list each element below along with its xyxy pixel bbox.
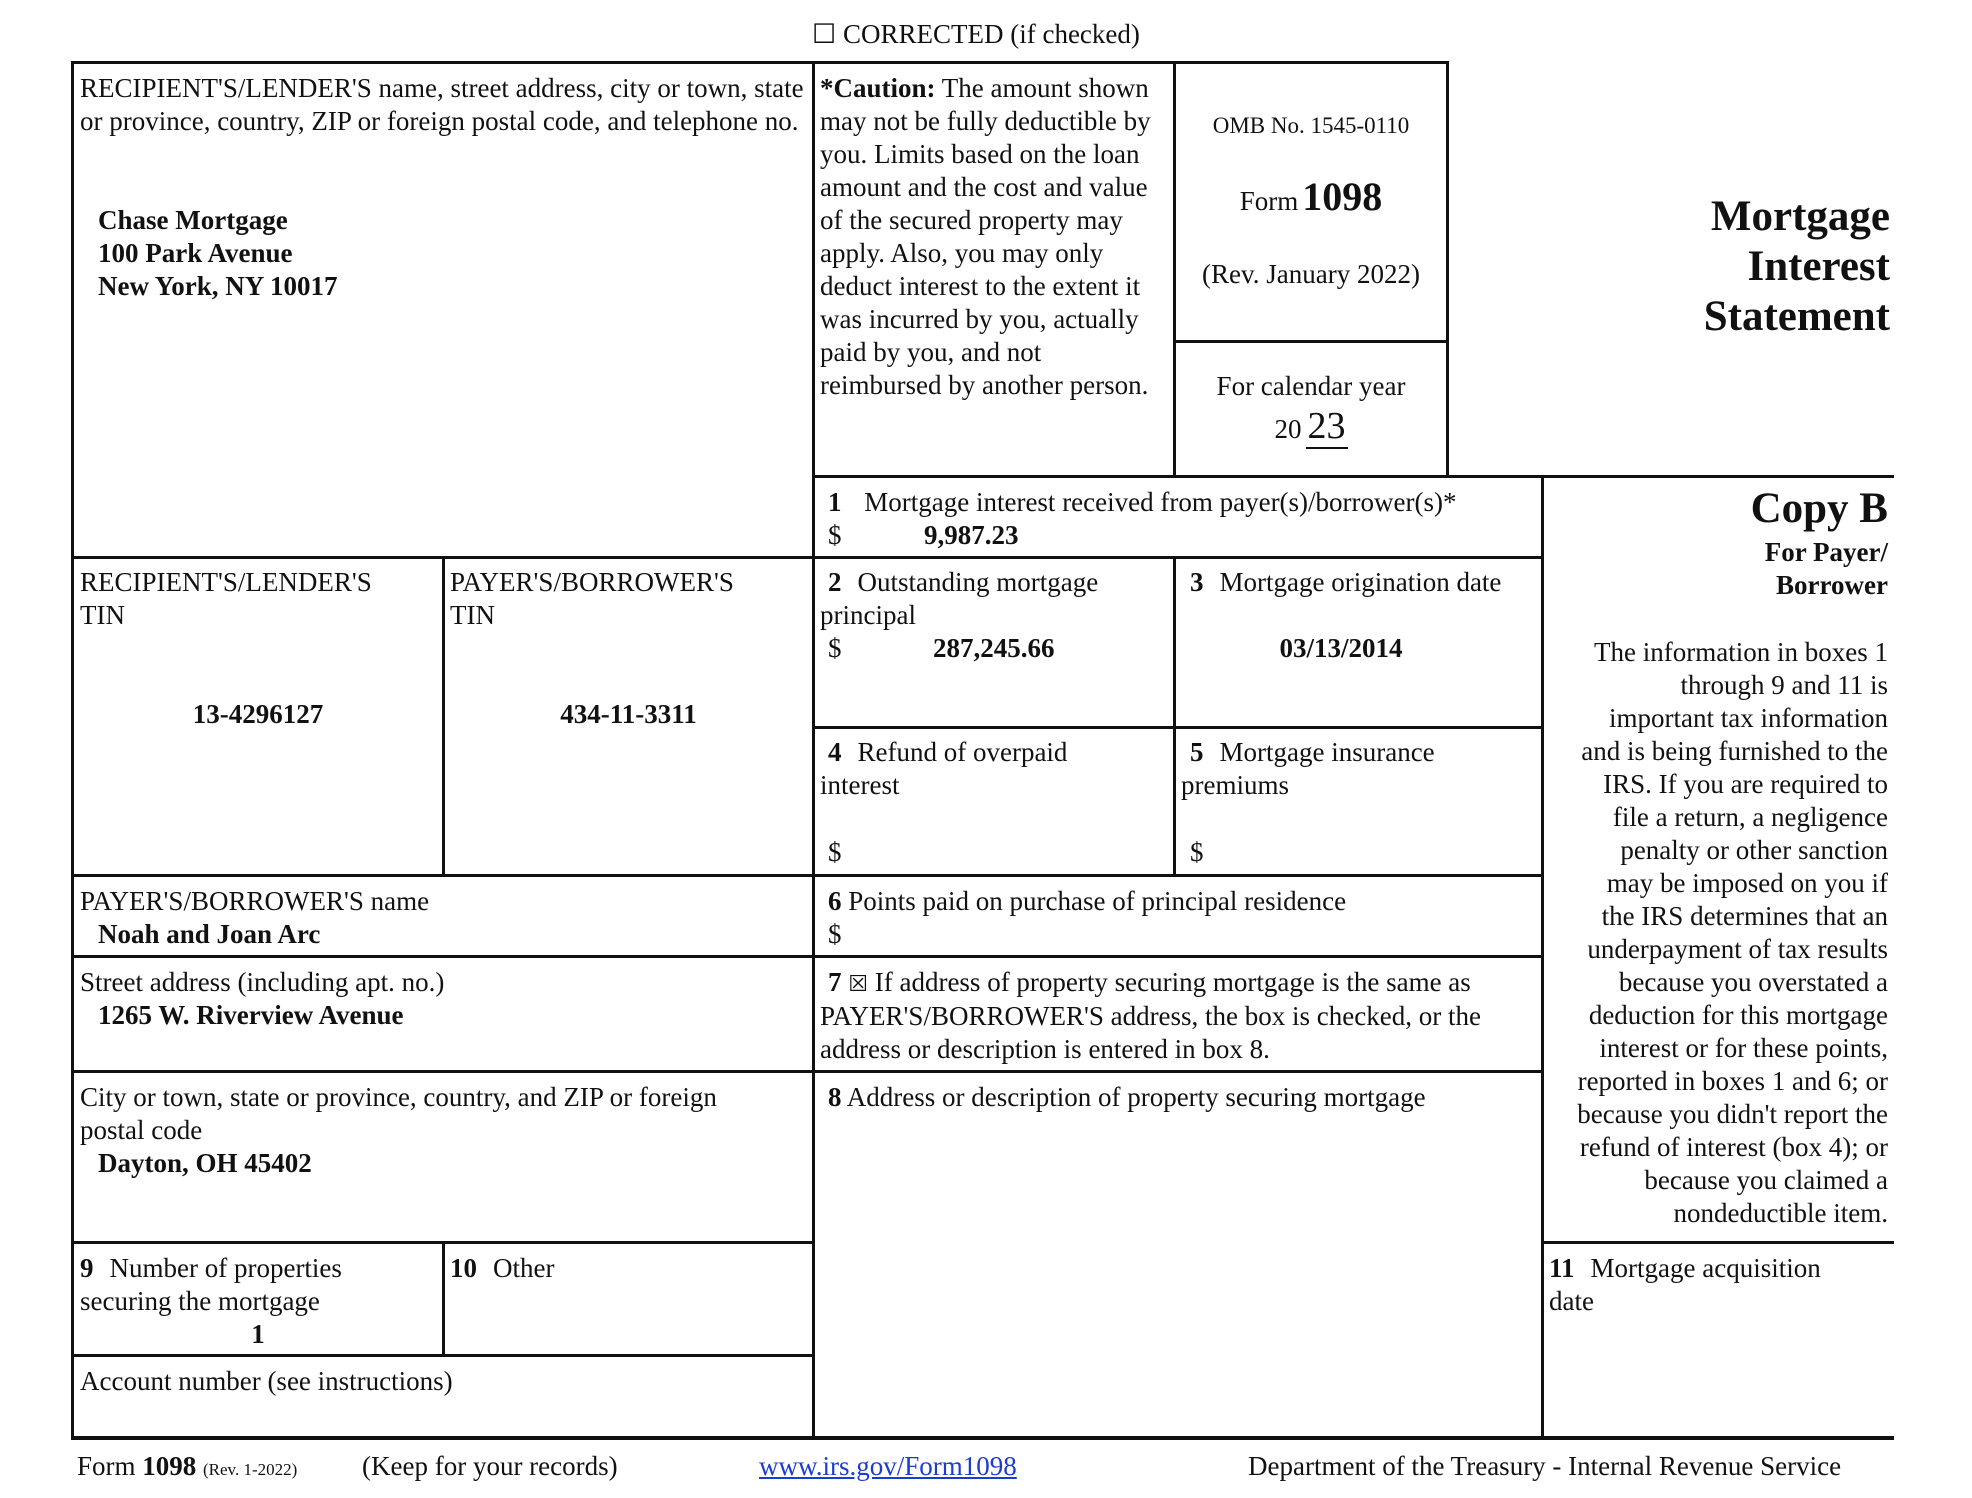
rule-box11-top <box>1541 1241 1894 1244</box>
box4-label <box>820 736 1170 802</box>
box8-text: Address or description of property securing mortgage <box>846 1082 1426 1112</box>
box3-number: 3 <box>1190 567 1204 597</box>
box2-label-1: Outstanding mortgage <box>857 567 1099 597</box>
box10-label <box>450 1252 810 1285</box>
payer-city-label <box>80 1081 810 1147</box>
box11-label <box>1549 1252 1889 1318</box>
title-line-2: Interest <box>1747 243 1890 290</box>
caution-heading: *Caution: <box>820 73 936 103</box>
box3-text: Mortgage origination date <box>1219 567 1502 597</box>
footer-keep: (Keep for your records) <box>362 1451 618 1481</box>
corrected-label: CORRECTED (if checked) <box>842 19 1140 49</box>
rule-box23-mid <box>1173 556 1176 877</box>
recipient-tin-label-2: TIN <box>80 600 125 630</box>
box1-currency: $ <box>828 520 842 550</box>
copy-notice-line: The information in boxes 1 <box>1594 637 1888 667</box>
box6-number: 6 <box>828 886 842 916</box>
recipient-tin-value[interactable]: 13-4296127 <box>192 699 324 729</box>
year-suffix: 23 <box>1307 405 1346 447</box>
box7-line-3: address or description is entered in box 8. <box>820 1034 1270 1064</box>
recipient-tin-label-1: RECIPIENT'S/LENDER'S <box>80 567 372 597</box>
recipient-city: New York, NY 10017 <box>98 271 338 301</box>
copy-title: Copy B <box>1750 485 1888 532</box>
title-line-1: Mortgage <box>1710 193 1890 240</box>
box3-label <box>1190 566 1540 599</box>
copy-notice-line: nondeductible item. <box>1673 1198 1888 1228</box>
copy-sub-2: Borrower <box>1776 570 1888 600</box>
box1-label <box>828 486 1540 519</box>
rule-box45-top <box>812 726 1544 729</box>
box5-number: 5 <box>1190 737 1204 767</box>
copy-notice-line: and is being furnished to the <box>1581 736 1888 766</box>
payer-city-label-2: postal code <box>80 1115 203 1145</box>
box2-value[interactable]: 287,245.66 <box>933 633 1055 663</box>
copy-notice-line: deduction for this mortgage <box>1588 1000 1888 1030</box>
rule-payer-top <box>71 874 1544 877</box>
payer-tin-label-1: PAYER'S/BORROWER'S <box>450 567 734 597</box>
box4-number: 4 <box>828 737 842 767</box>
corrected-header <box>812 18 1140 51</box>
box4-currency: $ <box>828 837 842 867</box>
box9-number: 9 <box>80 1253 94 1283</box>
box5-currency: $ <box>1190 837 1204 867</box>
box8-label <box>828 1081 1540 1114</box>
form-revision: (Rev. January 2022) <box>1202 259 1420 289</box>
recipient-label: RECIPIENT'S/LENDER'S name, street address, city or town, state or province, country, ZIP or foreign postal code, and telephone no. <box>80 73 804 136</box>
box6-label <box>828 885 1540 918</box>
omb-number: OMB No. 1545-0110 <box>1212 113 1410 138</box>
box8-number: 8 <box>828 1082 842 1112</box>
box7-line-2: PAYER'S/BORROWER'S address, the box is checked, or the <box>820 1001 1481 1031</box>
rule-box1-top <box>812 475 1894 478</box>
box11-label-1: Mortgage acquisition <box>1590 1253 1821 1283</box>
box9-label <box>80 1252 440 1318</box>
payer-tin-label-2: TIN <box>450 600 495 630</box>
recipient-street: 100 Park Avenue <box>98 238 293 268</box>
rule-formid-right <box>1446 61 1449 475</box>
box7-number: 7 <box>828 967 842 997</box>
box10-number: 10 <box>450 1253 477 1283</box>
box6-text: Points paid on purchase of principal residence <box>848 886 1347 916</box>
recipient-name: Chase Mortgage <box>98 205 288 235</box>
year-prefix: 20 <box>1274 414 1302 444</box>
rule-bottom <box>71 1436 1894 1440</box>
copy-notice-line: because you claimed a <box>1644 1165 1888 1195</box>
box11-label-2: date <box>1549 1286 1594 1316</box>
copy-notice-line: penalty or other sanction <box>1620 835 1888 865</box>
copy-notice-line: underpayment of tax results <box>1587 934 1888 964</box>
copy-notice-line: important tax information <box>1609 703 1888 733</box>
payer-street[interactable]: 1265 W. Riverview Avenue <box>98 1000 404 1030</box>
copy-notice-line: file a return, a negligence <box>1612 802 1888 832</box>
rule-box9-mid <box>442 1241 445 1357</box>
box7-line-1: If address of property securing mortgage is the same as <box>874 967 1471 997</box>
footer-rev: (Rev. 1-2022) <box>203 1460 298 1479</box>
copy-notice-line: through 9 and 11 is <box>1680 670 1888 700</box>
caution-block <box>820 72 1168 402</box>
rule-top <box>71 61 1449 64</box>
copy-notice-line: the IRS determines that an <box>1601 901 1888 931</box>
footer-form-number: 1098 <box>142 1451 197 1481</box>
copy-notice-line: may be imposed on you if <box>1606 868 1888 898</box>
rule-street-top <box>71 955 1544 958</box>
rule-left <box>71 61 74 1439</box>
payer-name-label: PAYER'S/BORROWER'S name <box>80 886 430 916</box>
payer-tin-label <box>450 566 810 632</box>
box9-label-1: Number of properties <box>109 1253 342 1283</box>
box1-text: Mortgage interest received from payer(s)/borrower(s)* <box>864 487 1457 517</box>
box7-block <box>820 966 1540 1066</box>
account-label: Account number (see instructions) <box>80 1366 453 1396</box>
box7-checkbox[interactable]: ☒ <box>848 971 868 996</box>
rule-formid-mid <box>1173 340 1449 343</box>
box4-label-2: interest <box>820 770 900 800</box>
rule-tin-top <box>71 556 1544 559</box>
rule-col2 <box>812 61 815 1439</box>
form-word: Form <box>1239 186 1299 216</box>
box1-number: 1 <box>828 487 842 517</box>
box9-value[interactable]: 1 <box>251 1319 265 1349</box>
copy-notice-line: because you overstated a <box>1618 967 1888 997</box>
footer-form-word: Form <box>77 1451 136 1481</box>
footer-url-link[interactable]: www.irs.gov/Form1098 <box>759 1451 1017 1481</box>
copy-notice <box>1546 636 1888 1230</box>
box11-number: 11 <box>1549 1253 1575 1283</box>
copy-notice-line: interest or for these points, <box>1599 1033 1888 1063</box>
box9-label-2: securing the mortgage <box>80 1286 320 1316</box>
box2-currency: $ <box>828 633 842 663</box>
box4-label-1: Refund of overpaid <box>857 737 1068 767</box>
copy-notice-line: because you didn't report the <box>1577 1099 1888 1129</box>
payer-street-label: Street address (including apt. no.) <box>80 967 445 997</box>
calendar-label: For calendar year <box>1216 371 1406 401</box>
copy-sub-1: For Payer/ <box>1764 537 1888 567</box>
footer-agency: Department of the Treasury - Internal Revenue Service <box>1248 1451 1842 1481</box>
copy-notice-line: IRS. If you are required to <box>1603 769 1888 799</box>
rule-account-top <box>71 1354 815 1357</box>
calendar-year <box>1176 404 1446 448</box>
form-id <box>1176 173 1446 220</box>
recipient-tin-label <box>80 566 440 632</box>
box6-currency: $ <box>828 919 842 949</box>
payer-tin-value[interactable]: 434-11-3311 <box>560 699 697 729</box>
box2-label <box>820 566 1170 632</box>
payer-city[interactable]: Dayton, OH 45402 <box>98 1148 312 1178</box>
box10-text: Other <box>493 1253 555 1283</box>
rule-city-top <box>71 1070 1544 1073</box>
payer-city-label-1: City or town, state or province, country, and ZIP or foreign <box>80 1082 717 1112</box>
footer-form-id <box>77 1450 297 1486</box>
box2-label-2: principal <box>820 600 916 630</box>
payer-name[interactable]: Noah and Joan Arc <box>98 919 321 949</box>
box3-value[interactable]: 03/13/2014 <box>1279 633 1403 663</box>
box2-number: 2 <box>828 567 842 597</box>
copy-notice-line: reported in boxes 1 and 6; or <box>1577 1066 1888 1096</box>
box1-value[interactable]: 9,987.23 <box>924 520 1019 550</box>
box5-label-1: Mortgage insurance <box>1219 737 1435 767</box>
form-title <box>1540 192 1890 342</box>
copy-notice-line: refund of interest (box 4); or <box>1579 1132 1888 1162</box>
box5-label-2: premiums <box>1181 770 1289 800</box>
title-line-3: Statement <box>1703 293 1890 340</box>
corrected-checkbox[interactable]: ☐ <box>812 19 837 49</box>
form-number: 1098 <box>1302 174 1383 219</box>
caution-text: The amount shown may not be fully deductible by you. Limits based on the loan amount and the cost and value of the secured property may apply. Also, you may only deduct interest to the extent it was incurred by you, actually paid by you, and not reimbursed by another person. <box>820 73 1151 400</box>
box5-label <box>1181 736 1541 802</box>
